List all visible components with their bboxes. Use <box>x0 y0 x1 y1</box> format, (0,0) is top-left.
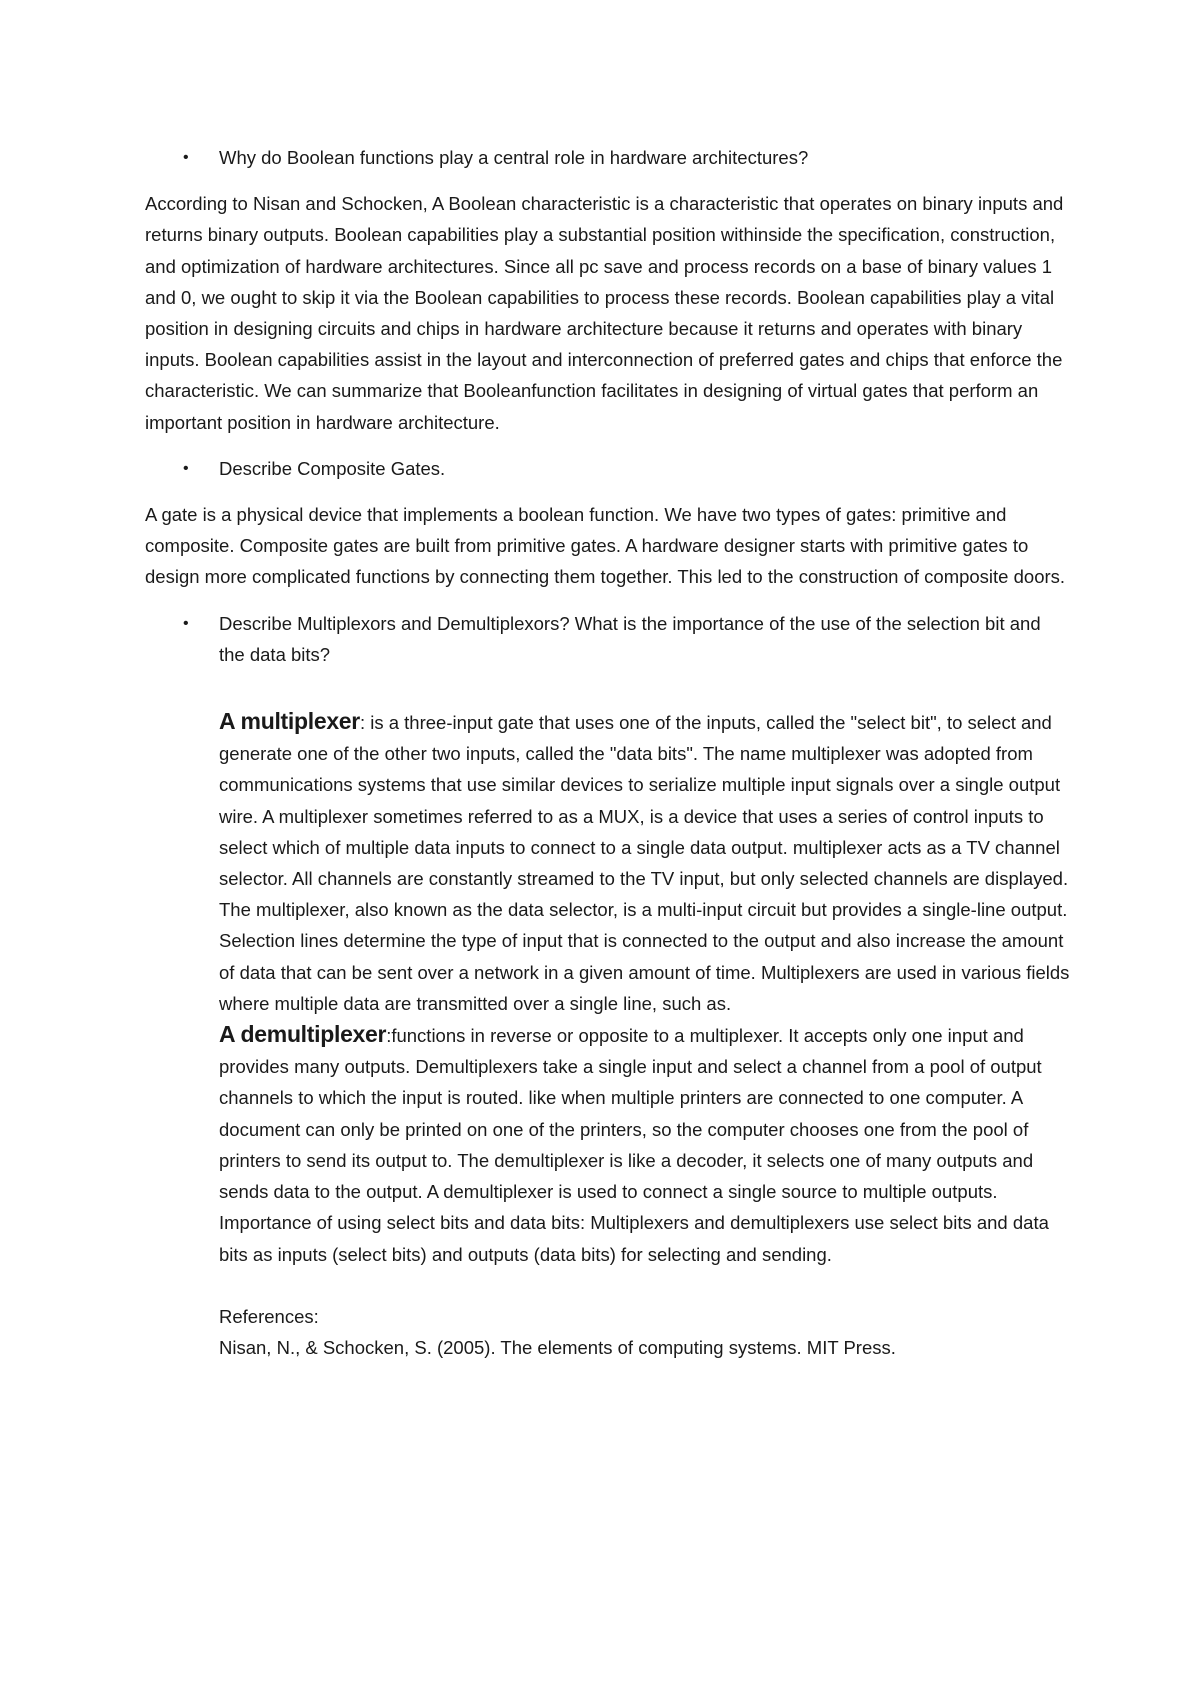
references <box>219 1301 1070 1363</box>
bullet-icon: • <box>183 459 189 477</box>
demultiplexer-text: :functions in reverse or opposite to a multiplexer. It accepts only one input and provides many outputs. Demultiplexers take a single input and select a channel from a pool of output channels to which the input is routed. like when multiple printers are connected to one computer. A document can only be printed on one of the printers, so the computer chooses one from the pool of printers to send its output to. The demultiplexer is like a decoder, it selects one of many outputs and sends data to the output. A demultiplexer is used to connect a single source to multiple outputs. Importance of using select bits and data bits: Multiplexers and demultiplexers use select bits and data bits as inputs (select bits) and outputs (data bits) for selecting and sending. <box>219 1025 1049 1265</box>
question-3-text: Describe Multiplexors and Demultiplexors? What is the importance of the use of the selection bit and the data bits? <box>219 612 1041 665</box>
answer-3 <box>145 706 1070 1363</box>
references-heading: References: <box>219 1305 319 1327</box>
question-1-text: Why do Boolean functions play a central role in hardware architectures? <box>219 147 809 168</box>
answer-2: A gate is a physical device that implements a boolean function. We have two types of gates: primitive and composite. Composite gates are built from primitive gates. A hardware designer starts with primitive gates to design more complicated functions by connecting them together. This led to the construction of composite doors. <box>145 504 1066 588</box>
answer-1: According to Nisan and Schocken, A Boolean characteristic is a characteristic that operates on binary inputs and returns binary outputs. Boolean capabilities play a substantial position withinside the specification, construction, and optimization of hardware architectures. Since all pc save and process records on a base of binary values 1 and 0, we ought to skip it via the Boolean capabilities to process these records. Boolean capabilities play a vital position in designing circuits and chips in hardware architecture because it returns and operates with binary inputs. Boolean capabilities assist in the layout and interconnection of preferred gates and chips that enforce the characteristic. We can summarize that Booleanfunction facilitates in designing of virtual gates that perform an important position in hardware architecture. <box>145 193 1064 433</box>
question-2 <box>145 453 1070 484</box>
multiplexer-text: : is a three-input gate that uses one of the inputs, called the "select bit", to select and generate one of the other two inputs, called the "data bits". The name multiplexer was adopted from communications systems that use similar devices to serialize multiple input signals over a single output wire. A multiplexer sometimes referred to as a MUX, is a device that uses a series of control inputs to select which of multiple data inputs to connect to a single data output. multiplexer acts as a TV channel selector. All channels are constantly streamed to the TV input, but only selected channels are displayed. The multiplexer, also known as the data selector, is a multi-input circuit but provides a single-line output. Selection lines determine the type of input that is connected to the output and also increase the amount of data that can be sent over a network in a given amount of time. Multiplexers are used in various fields where multiple data are transmitted over a single line, such as. <box>219 712 1070 1014</box>
bullet-icon: • <box>183 614 189 632</box>
question-3 <box>145 608 1070 670</box>
multiplexer-term: A multiplexer <box>219 708 360 735</box>
multiplexer-paragraph <box>219 706 1070 1019</box>
document-body <box>145 142 1070 1363</box>
bullet-icon: • <box>183 149 189 166</box>
question-2-text: Describe Composite Gates. <box>219 457 446 479</box>
demultiplexer-paragraph <box>219 1019 1070 1270</box>
demultiplexer-term: A demultiplexer <box>219 1021 387 1048</box>
reference-entry: Nisan, N., & Schocken, S. (2005). The elements of computing systems. MIT Press. <box>219 1336 896 1358</box>
question-1 <box>145 142 1070 173</box>
